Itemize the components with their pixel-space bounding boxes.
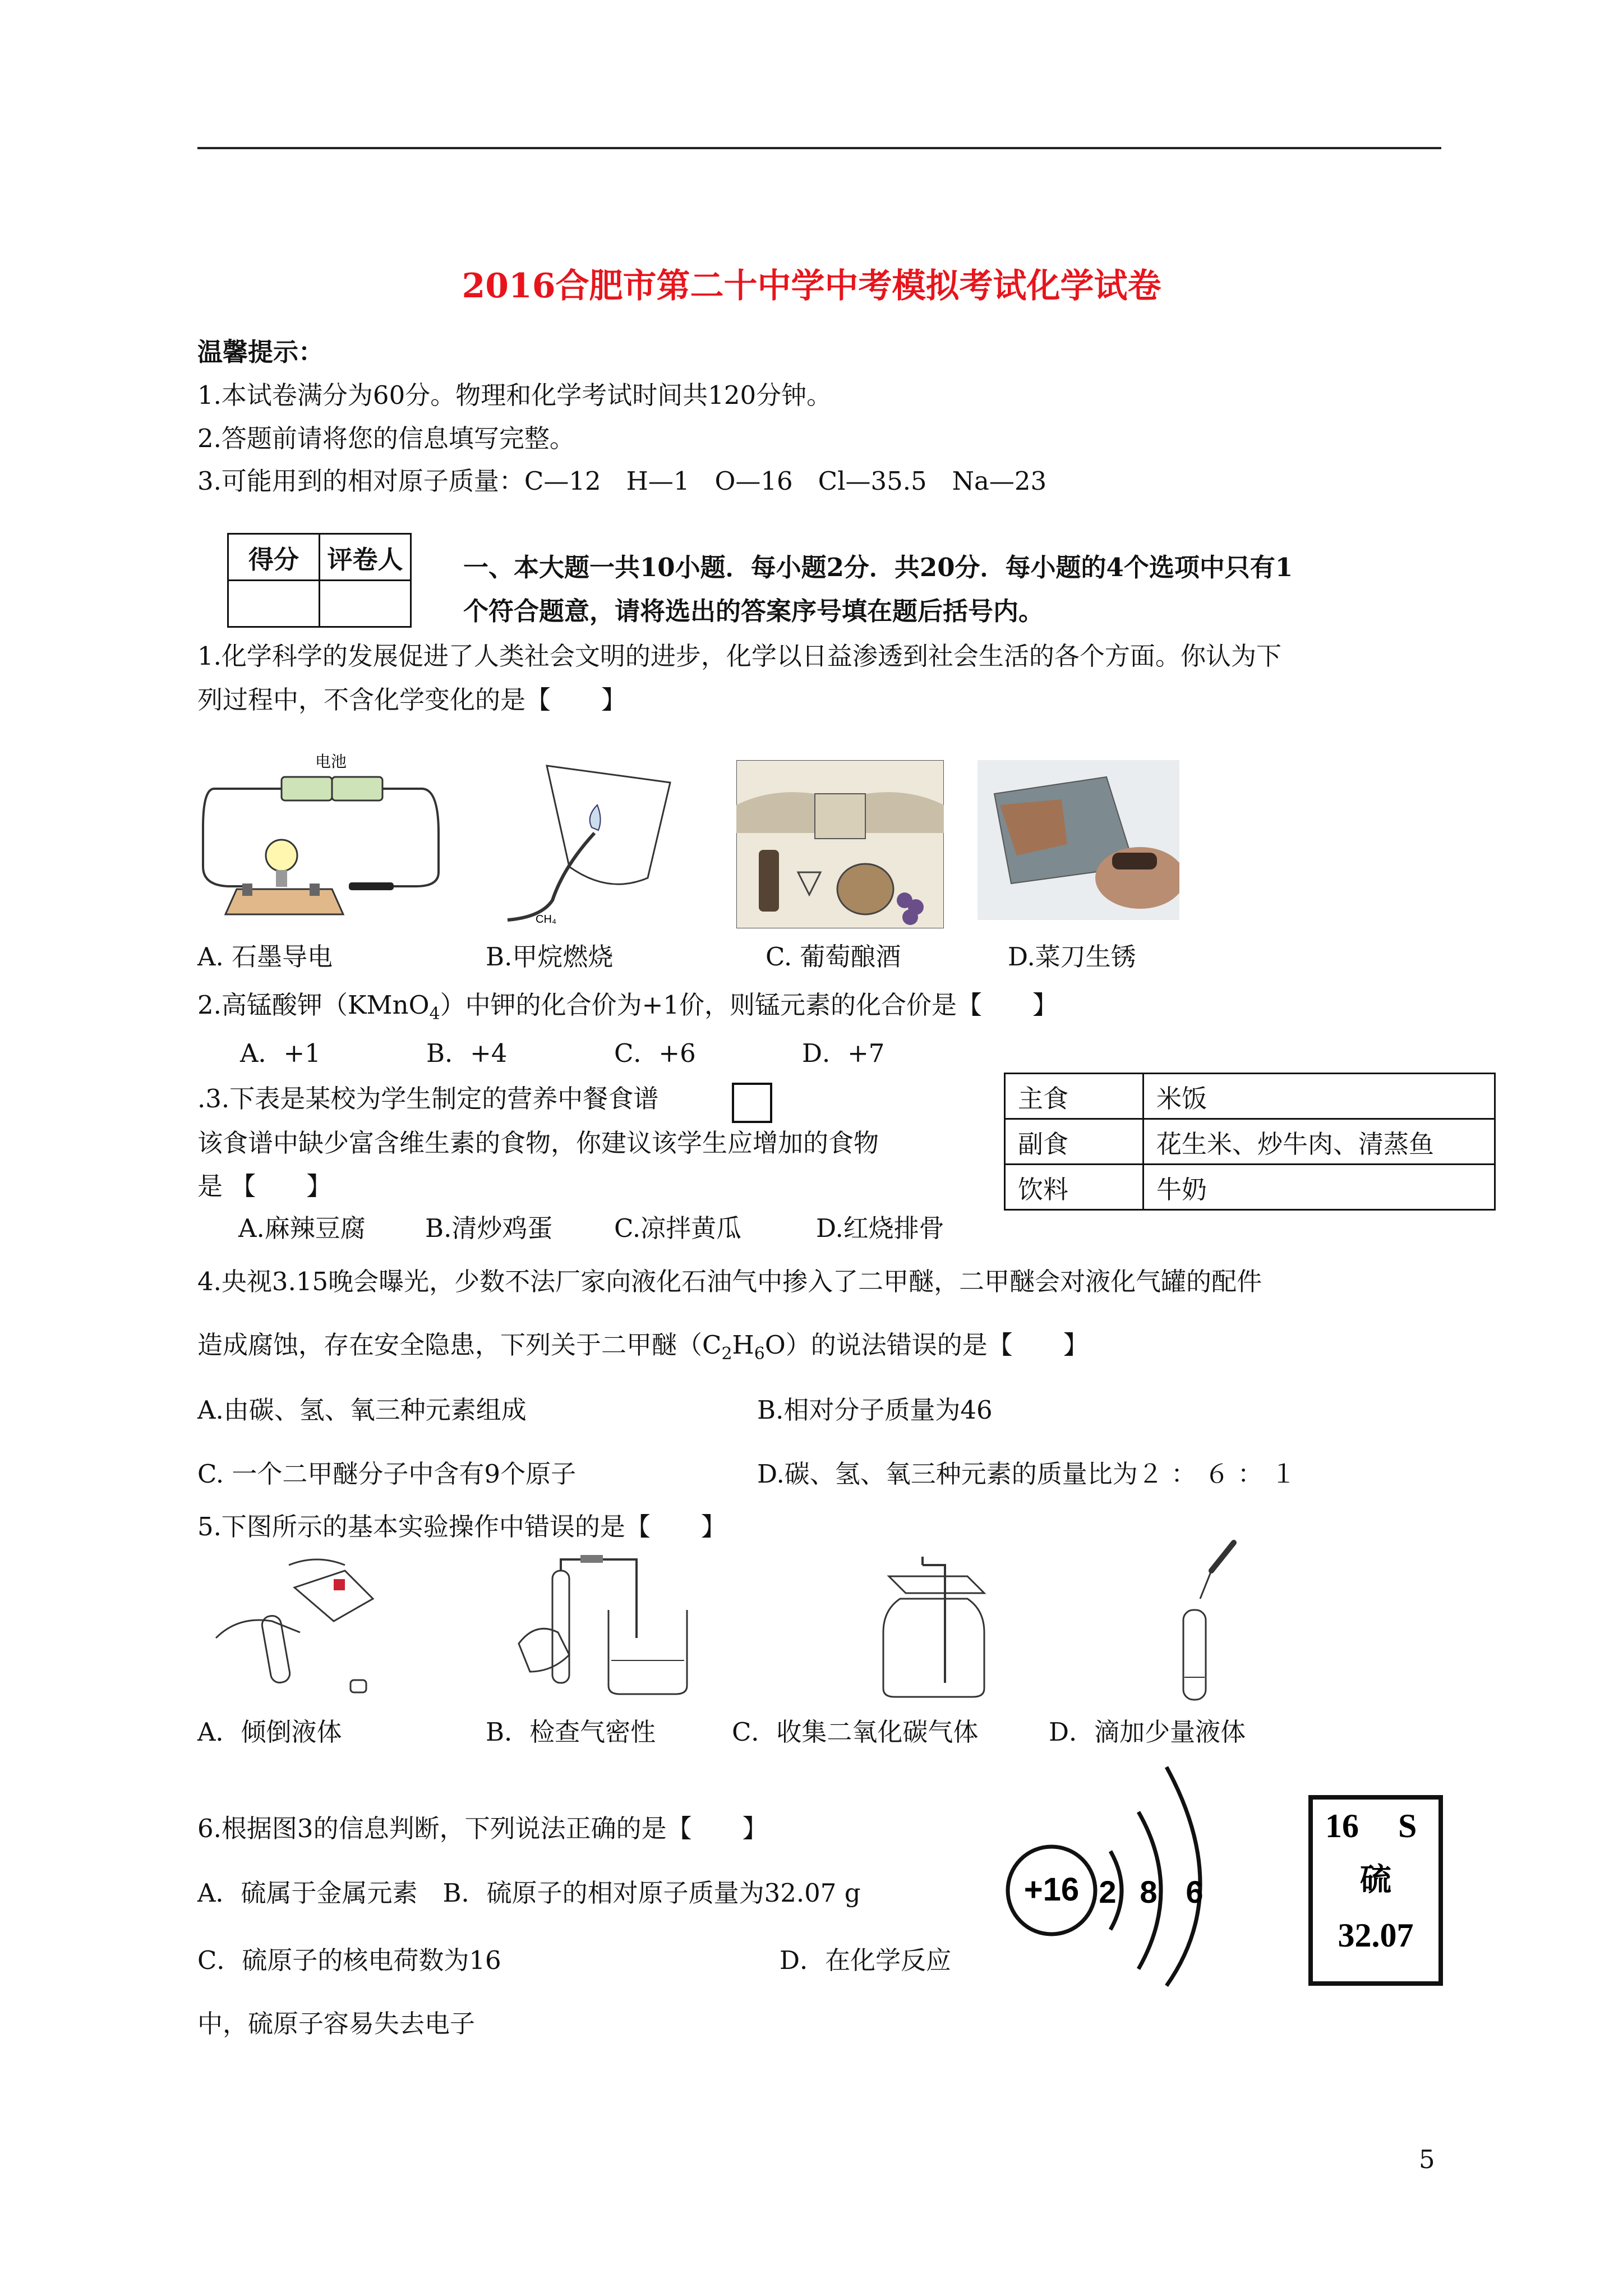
tip-line-3: 3.可能用到的相对原子质量：C—12 H—1 O—16 Cl—35.5 Na—23	[197, 466, 1047, 496]
grader-cell[interactable]	[320, 581, 411, 627]
q5-option-c[interactable]: C．收集二氧化碳气体	[732, 1717, 979, 1747]
q2-sub: 4	[429, 1004, 440, 1024]
dropper-illustration	[1150, 1537, 1251, 1705]
q5-stem: 5.下图所示的基本实验操作中错误的是【 】	[197, 1512, 726, 1542]
shell-2-count: 8	[1140, 1874, 1158, 1910]
q4-mid: H	[732, 1330, 754, 1360]
q2-option-b[interactable]: B．+4	[426, 1038, 508, 1068]
q3-option-c[interactable]: C.凉拌黄瓜	[614, 1213, 742, 1243]
score-header: 得分	[228, 534, 320, 581]
top-rule	[197, 147, 1441, 149]
q1-option-c[interactable]: C. 葡萄酿酒	[766, 942, 901, 972]
q1-option-a[interactable]: A. 石墨导电	[197, 942, 333, 972]
tips-heading: 温馨提示：	[197, 337, 324, 367]
page-number: 5	[1419, 2145, 1435, 2174]
wine-making-illustration	[736, 760, 944, 928]
q1-line-2: 列过程中，不含化学变化的是【 】	[197, 685, 627, 715]
menu-row	[1005, 1119, 1495, 1165]
menu-row	[1005, 1165, 1495, 1210]
menu-key: 主食	[1005, 1074, 1144, 1119]
menu-row	[1005, 1074, 1495, 1119]
q6-options-ab[interactable]: A．硫属于金属元素 B．硫原子的相对原子质量为32.07 g	[197, 1878, 861, 1908]
q3-option-d[interactable]: D.红烧排骨	[816, 1213, 944, 1243]
q4-option-b[interactable]: B.相对分子质量为46	[757, 1395, 993, 1425]
menu-value: 牛奶	[1144, 1165, 1495, 1210]
menu-table	[1004, 1073, 1496, 1211]
q6-option-d-cont: 中，硫原子容易失去电子	[197, 2009, 476, 2039]
circuit-illustration	[197, 749, 444, 928]
q4-option-d[interactable]: D.碳、氢、氧三种元素的质量比为２ ： ６ ： １	[757, 1459, 1296, 1489]
q2-option-c[interactable]: C．+6	[614, 1038, 696, 1068]
q3-line-1: .3.下表是某校为学生制定的营养中餐食谱	[197, 1084, 659, 1114]
q4-line-2-a: 造成腐蚀，存在安全隐患，下列关于二甲醚（C	[197, 1330, 722, 1360]
sulfur-atom-diagram	[998, 1756, 1256, 1991]
q6-option-c[interactable]: C．硫原子的核电荷数为16	[197, 1945, 501, 1975]
tip-line-2: 2.答题前请将您的信息填写完整。	[197, 424, 575, 453]
methane-burning-illustration	[479, 754, 698, 928]
q4-option-a[interactable]: A.由碳、氢、氧三种元素组成	[197, 1395, 527, 1425]
shell-3-count: 6	[1186, 1874, 1204, 1910]
q2-stem	[197, 988, 1058, 1031]
menu-value: 花生米、炒牛肉、清蒸鱼	[1144, 1119, 1495, 1165]
grader-header: 评卷人	[320, 534, 411, 581]
page-title: 2016合肥市第二十中学中考模拟考试化学试卷	[462, 266, 1161, 306]
q3-answer-box[interactable]	[732, 1083, 772, 1123]
q2-stem-b: ）中钾的化合价为+1价，则锰元素的化合价是【 】	[440, 990, 1058, 1020]
menu-key: 副食	[1005, 1119, 1144, 1165]
element-name: 硫	[1360, 1861, 1391, 1898]
q5-option-d[interactable]: D．滴加少量液体	[1049, 1717, 1246, 1747]
pouring-liquid-illustration	[205, 1554, 390, 1697]
battery-label: 电池	[315, 753, 347, 770]
knife-rusting-illustration	[978, 760, 1179, 920]
q4-sub-2: 6	[754, 1344, 765, 1364]
score-cell[interactable]	[228, 581, 320, 627]
q5-option-a[interactable]: A．倾倒液体	[197, 1717, 342, 1747]
q3-line-3: 是 【 】	[197, 1171, 332, 1201]
q5-option-b[interactable]: B．检查气密性	[486, 1717, 656, 1747]
atomic-mass: 32.07	[1338, 1917, 1414, 1954]
ch4-label: CH₄	[536, 913, 557, 926]
q2-stem-a: 2.高锰酸钾（KMnO	[197, 990, 430, 1020]
shell-1-count: 2	[1099, 1874, 1117, 1910]
q4-line-2	[197, 1328, 1089, 1371]
airtightness-check-illustration	[513, 1554, 715, 1703]
atomic-number: 16	[1325, 1807, 1359, 1844]
q2-option-a[interactable]: A．+1	[240, 1038, 321, 1068]
gas-collection-illustration	[866, 1554, 1001, 1703]
q4-option-c[interactable]: C. 一个二甲醚分子中含有9个原子	[197, 1459, 577, 1489]
q1-line-1: 1.化学科学的发展促进了人类社会文明的进步，化学以日益渗透到社会生活的各个方面。你认为下	[197, 641, 1281, 671]
tip-line-1: 1.本试卷满分为60分。物理和化学考试时间共120分钟。	[197, 380, 832, 410]
q4-line-2-b: O）的说法错误的是【 】	[764, 1330, 1089, 1360]
score-table	[227, 533, 412, 628]
q1-option-b[interactable]: B.甲烷燃烧	[486, 942, 614, 972]
q6-stem: 6.根据图3的信息判断，下列说法正确的是【 】	[197, 1814, 768, 1843]
q2-option-d[interactable]: D．+7	[802, 1038, 885, 1068]
menu-key: 饮料	[1005, 1165, 1144, 1210]
q4-sub-1: 2	[721, 1344, 732, 1364]
section-line-1: 一、本大题一共10小题．每小题2分．共20分．每小题的4个选项中只有1	[463, 553, 1293, 582]
q1-option-d[interactable]: D.菜刀生锈	[1008, 942, 1136, 972]
nucleus-label: +16	[1023, 1871, 1080, 1908]
q3-line-2: 该食谱中缺少富含维生素的食物，你建议该学生应增加的食物	[197, 1128, 879, 1158]
q4-line-1: 4.央视3.15晚会曝光，少数不法厂家向液化石油气中掺入了二甲醚，二甲醚会对液化气罐的配件	[197, 1267, 1262, 1296]
menu-value: 米饭	[1144, 1074, 1495, 1119]
section-line-2: 个符合题意，请将选出的答案序号填在题后括号内。	[463, 596, 1044, 626]
element-symbol: S	[1398, 1807, 1417, 1844]
sulfur-element-card	[1308, 1795, 1443, 1986]
q3-option-a[interactable]: A.麻辣豆腐	[238, 1213, 366, 1243]
q3-option-b[interactable]: B.清炒鸡蛋	[425, 1213, 553, 1243]
q6-option-d[interactable]: D．在化学反应	[780, 1945, 952, 1975]
